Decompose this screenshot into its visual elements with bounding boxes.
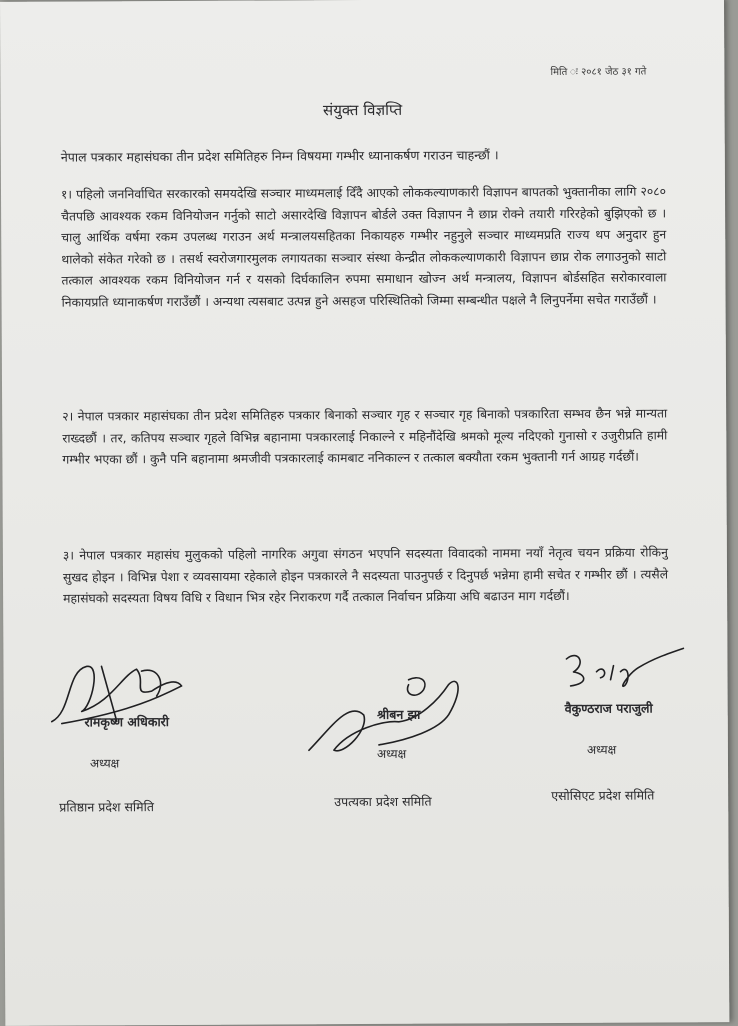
- signatory-2: [329, 705, 469, 723]
- signatory-2-name: श्रीबन झा: [377, 706, 421, 722]
- document-title: संयुक्त विज्ञप्ति: [322, 100, 403, 120]
- signatory-1-role: अध्यक्ष: [89, 756, 120, 771]
- signatory-2-committee: उपत्यका प्रदेश समिति: [334, 793, 432, 810]
- document-date: मिति ः २०८१ जेठ ३१ गते: [550, 66, 647, 79]
- signatory-3: [534, 699, 684, 717]
- signatory-3-committee: एसोसिएट प्रदेश समिति: [551, 787, 655, 804]
- paragraph-3: ३। नेपाल पत्रकार महासंघ मुलुकको पहिलो नागरिक अगुवा संगठन भएपनि सदस्यता विवादको नाममा नयाँ नेतृत्व चयन प्रक्रिया रोकिनु सुखद होइन । विभिन्न पेशा र व्यवसायमा रहेकाले होइन पत्रकारले नै सदस्यता पाउनुपर्छ र दिनुपर्छ भन्नेमा हामी सचेत र गम्भीर छौं । त्यसैले महासंघको सदस्यता विषय विधि र विधान भित्र रहेर निराकरण गर्दै तत्काल निर्वाचन प्रक्रिया अघि बढाउन माग गर्दछौं।: [62, 545, 669, 606]
- signatory-2-role: अध्यक्ष: [376, 746, 407, 761]
- signatory-1-committee: प्रतिष्ठान प्रदेश समिति: [59, 799, 155, 815]
- paragraph-2: २। नेपाल पत्रकार महासंघका तीन प्रदेश समितिहरु पत्रकार बिनाको सञ्चार गृह र सञ्चार गृह बिनाको पत्रकारिता सम्भव छैन भन्ने मान्यता राख्दछौं । तर, कतिपय सञ्चार गृहले विभिन्न बहानामा पत्रकारलाई निकाल्ने र महिनौंदेखि श्रमको मूल्य नदिएको गुनासो र उजुरीप्रति हामी गम्भीर भएका छौं । कुनै पनि बहानामा श्रमजीवी पत्रकारलाई कामबाट ननिकाल्न र तत्काल बक्यौता रकम भुक्तानी गर्न आग्रह गर्दछौं।: [62, 406, 668, 467]
- signatory-3-name: वैकुण्ठराज पराजुली: [564, 700, 653, 716]
- signatory-3-role: अध्यक्ष: [586, 742, 617, 757]
- signatory-1: [52, 713, 202, 731]
- signatory-1-name: रामकृष्ण अधिकारी: [84, 714, 170, 730]
- signature-3-image: [558, 643, 688, 694]
- paragraph-1: १। पहिलो जननिर्वाचित सरकारको समयदेखि सञ्चार माध्यमलाई दिँदै आएको लोककल्याणकारी विज्ञापन बापतको भुक्तानीका लागि २०८० चैतपछि आवश्यक रकम विनियोजन गर्नुको साटो असारदेखि विज्ञापन बोर्डले उक्त विज्ञापन नै छाप्न रोक्ने तयारी गरिरहेको बुझिएको छ । चालु आर्थिक वर्षमा रकम उपलब्ध गराउन अर्थ मन्त्रालयसहितका निकायहरु गम्भीर नहुनुले सञ्चार माध्यमप्रति राज्य थप अनुदार हुन थालेको संकेत गरेको छ । तसर्थ स्वरोजगारमुलक लगायतका सञ्चार संस्था केन्द्रीत लोककल्याणकारी विज्ञापन छाप्न रोक लगाउनुको साटो तत्काल आवश्यक रकम विनियोजन गर्न र यसको दिर्घकालिन रुपमा समाधान खोज्न अर्थ मन्त्रालय, विज्ञापन बोर्डसहित सरोकारवाला निकायप्रति ध्यानाकर्षण गराउँछौं । अन्यथा त्यसबाट उत्पन्न हुने असहज परिस्थितिको जिम्मा सम्बन्धीत पक्षले नै लिनुपर्नेमा सचेत गराउँछौं ।: [60, 184, 667, 310]
- intro-text: नेपाल पत्रकार महासंघका तीन प्रदेश समितिहरु निम्न विषयमा गम्भीर ध्यानाकर्षण गराउन चाहन्छौं ।: [60, 147, 499, 165]
